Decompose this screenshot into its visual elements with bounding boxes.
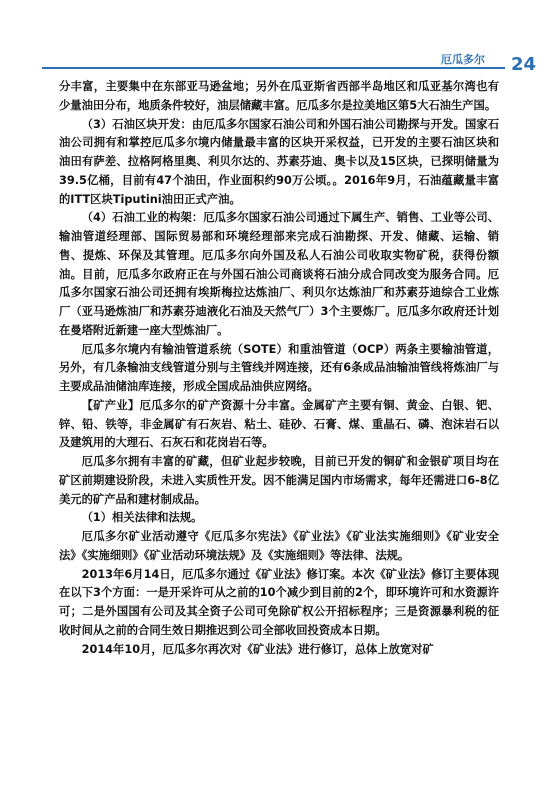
paragraph: （4）石油工业的构架：厄瓜多尔国家石油公司通过下属生产、销售、工业等公司、输油管道经理部、国际贸易部和环境经理部来完成石油勘探、开发、储藏、运输、销售、提炼、环保及其管理。厄瓜多尔向外国及私人石油公司收取实物矿税，获得份额油。目前，厄瓜多尔政府正在与外国石油公司商谈将石油分成合同改变为服务合同。厄瓜多尔国家石油公司还拥有埃斯梅拉达炼油厂、利贝尔达炼油厂和苏素芬迪综合工业炼厂（亚马逊炼油厂和苏素芬迪液化石油及天然气厂）3个主要炼厂。厄瓜多尔政府还计划在曼塔附近新建一座大型炼油厂。 bbox=[59, 211, 499, 337]
paragraph: 分丰富，主要集中在东部亚马逊盆地；另外在瓜亚斯省西部半岛地区和瓜亚基尔湾也有少量油田分布，地质条件较好，油层储藏丰富。厄瓜多尔是拉美地区第5大石油生产国。 bbox=[59, 80, 499, 112]
page-number: 24 bbox=[511, 54, 537, 75]
paragraph: 2013年6月14日，厄瓜多尔通过《矿业法》修订案。本次《矿业法》修订主要体现在以下3个方面：一是开采许可从之前的10个减少到目前的2个，即环境许可和水资源许可；二是外国国有公司及其全资子公司可免除矿权公开招标程序；三是资源暴利税的征收时间从之前的合同生效日期推迟到公司全部收回投资成本日期。 bbox=[59, 567, 499, 637]
header-rule bbox=[42, 67, 505, 69]
paragraph: （3）石油区块开发：由厄瓜多尔国家石油公司和外国石油公司勘探与开发。国家石油公司拥有和掌控厄瓜多尔境内储量最丰富的区块开采权益，已开发的主要石油区块和油田有萨差、拉格阿格里奥、利贝尔达的、苏素芬迪、奥卡以及15区块，已探明储量为39.5亿桶，目前有47个油田，作业面积约90万公顷。。2016年9月，石油蕴藏量丰富的ITT区块Tiputini油田正式产油。 bbox=[59, 117, 499, 206]
paragraph: 【矿产业】厄瓜多尔的矿产资源十分丰富。金属矿产主要有铜、黄金、白银、钯、锌、铅、铁等，非金属矿有石灰岩、粘土、硅砂、石膏、煤、重晶石、磷、泡沫岩石以及建筑用的大理石、石灰石和花岗岩石等。 bbox=[59, 398, 499, 450]
running-header-title: 厄瓜多尔 bbox=[441, 53, 485, 66]
paragraph: （1）相关法律和法规。 bbox=[81, 511, 203, 525]
paragraph: 2014年10月，厄瓜多尔再次对《矿业法》进行修订，总体上放宽对矿 bbox=[81, 642, 434, 656]
body-text bbox=[59, 78, 499, 659]
paragraph: 厄瓜多尔境内有输油管道系统（SOTE）和重油管道（OCP）两条主要输油管道，另外，有几条输油支线管道分别与主管线并网连接，还有6条成品油输油管线将炼油厂与主要成品油储油库连接，形成全国成品油供应网络。 bbox=[59, 342, 499, 393]
paragraph: 厄瓜多尔拥有丰富的矿藏，但矿业起步较晚，目前已开发的铜矿和金银矿项目均在矿区前期建设阶段，未进入实质性开发。因不能满足国内市场需求，每年还需进口6-8亿美元的矿产品和建材制成品。 bbox=[59, 455, 499, 506]
paragraph: 厄瓜多尔矿业活动遵守《厄瓜多尔宪法》《矿业法》《矿业法实施细则》《矿业安全法》《实施细则》《矿业活动环境法规》及《实施细则》等法律、法规。 bbox=[59, 530, 499, 562]
